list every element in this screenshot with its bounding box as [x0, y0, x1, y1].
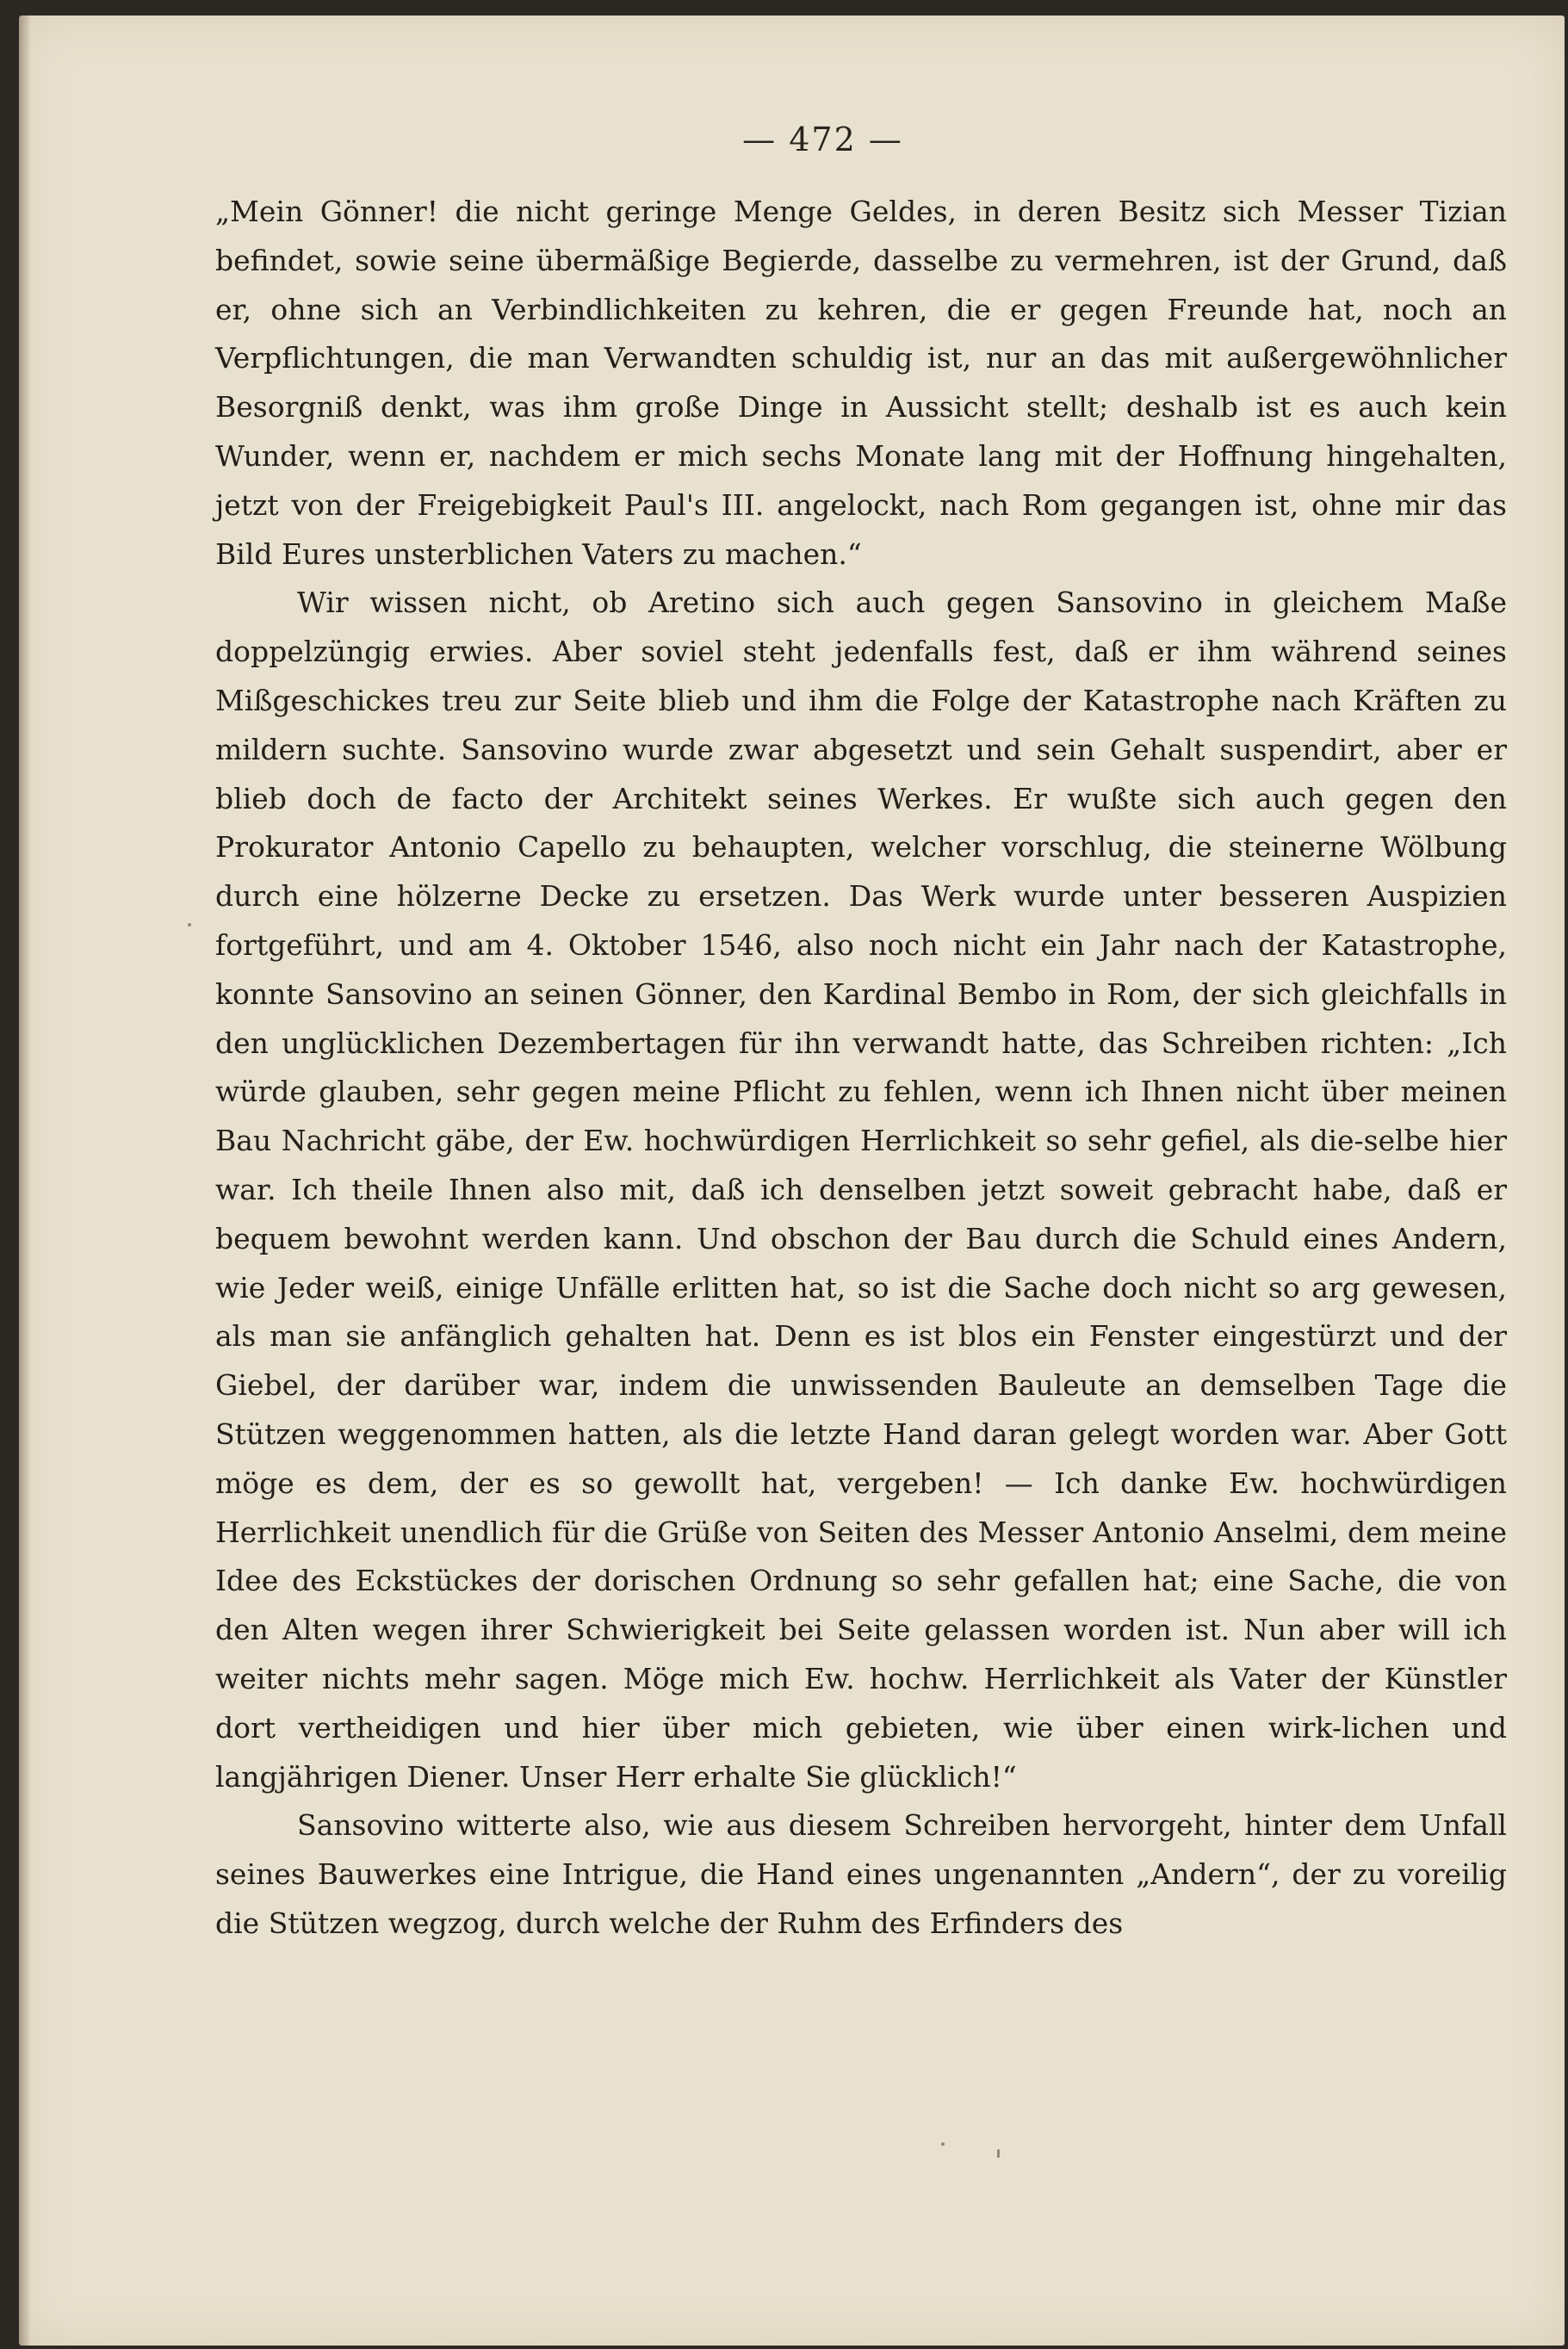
body-text — [215, 188, 1507, 1949]
page-gutter-shadow — [19, 15, 31, 2346]
paper-speck — [941, 2142, 945, 2146]
paragraph-aretino-sansovino: Wir wissen nicht, ob Aretino sich auch gegen Sansovino in gleichem Maße doppelzüngig erwies. Aber soviel steht jedenfalls fest, daß er ihm während seines Mißgeschickes treu zur Seite blieb und ihm die Folge der Katastrophe nach Kräften zu mildern suchte. Sansovino wurde zwar abgesetzt und sein Gehalt suspendirt, aber er blieb doch de facto der Architekt seines Werkes. Er wußte sich auch gegen den Prokurator Antonio Capello zu behaupten, welcher vorschlug, die steinerne Wölbung durch eine hölzerne Decke zu ersetzen. Das Werk wurde unter besseren Auspizien fortgeführt, und am 4. Oktober 1546, also noch nicht ein Jahr nach der Katastrophe, konnte Sansovino an seinen Gönner, den Kardinal Bembo in Rom, der sich gleichfalls in den unglücklichen Dezembertagen für ihn verwandt hatte, das Schreiben richten: „Ich würde glauben, sehr gegen meine Pflicht zu fehlen, wenn ich Ihnen nicht über meinen Bau Nachricht gäbe, der Ew. hochwürdigen Herrlichkeit so sehr gefiel, als die-selbe hier war. Ich theile Ihnen also mit, daß ich denselben jetzt soweit gebracht habe, daß er bequem bewohnt werden kann. Und obschon der Bau durch die Schuld eines Andern, wie Jeder weiß, einige Unfälle erlitten hat, so ist die Sache doch nicht so arg gewesen, als man sie anfänglich gehalten hat. Denn es ist blos ein Fenster eingestürzt und der Giebel, der darüber war, indem die unwissenden Bauleute an demselben Tage die Stützen weggenommen hatten, als die letzte Hand daran gelegt worden war. Aber Gott möge es dem, der es so gewollt hat, vergeben! — Ich danke Ew. hochwürdigen Herrlichkeit unendlich für die Grüße von Seiten des Messer Antonio Anselmi, dem meine Idee des Eckstückes der dorischen Ordnung so sehr gefallen hat; eine Sache, die von den Alten wegen ihrer Schwierigkeit bei Seite gelassen worden ist. Nun aber will ich weiter nichts mehr sagen. Möge mich Ew. hochw. Herrlichkeit als Vater der Künstler dort vertheidigen und hier über mich gebieten, wie über einen wirk-lichen und langjährigen Diener. Unser Herr erhalte Sie glücklich!“ — [215, 586, 1507, 1794]
paragraph-intrigue: Sansovino witterte also, wie aus diesem Schreiben hervorgeht, hinter dem Unfall seines Bauwerkes eine Intrigue, die Hand eines ungenannten „Andern“, der zu voreilig die Stützen wegzog, durch welche der Ruhm des Erfinders des — [215, 1808, 1507, 1940]
paper-speck — [188, 923, 191, 927]
paragraph-letter-quote: „Mein Gönner! die nicht geringe Menge Geldes, in deren Besitz sich Messer Tizian befindet, sowie seine übermäßige Begierde, dasselbe zu vermehren, ist der Grund, daß er, ohne sich an Verbindlichkeiten zu kehren, die er gegen Freunde hat, noch an Verpflichtungen, die man Verwandten schuldig ist, nur an das mit außergewöhnlicher Besorgniß denkt, was ihm große Dinge in Aussicht stellt; deshalb ist es auch kein Wunder, wenn er, nachdem er mich sechs Monate lang mit der Hoffnung hingehalten, jetzt von der Freigebigkeit Paul's III. angelockt, nach Rom gegangen ist, ohne mir das Bild Eures unsterblichen Vaters zu machen.“ — [215, 195, 1507, 571]
page-number: — 472 — — [742, 121, 903, 158]
paper-speck — [997, 2149, 1000, 2158]
